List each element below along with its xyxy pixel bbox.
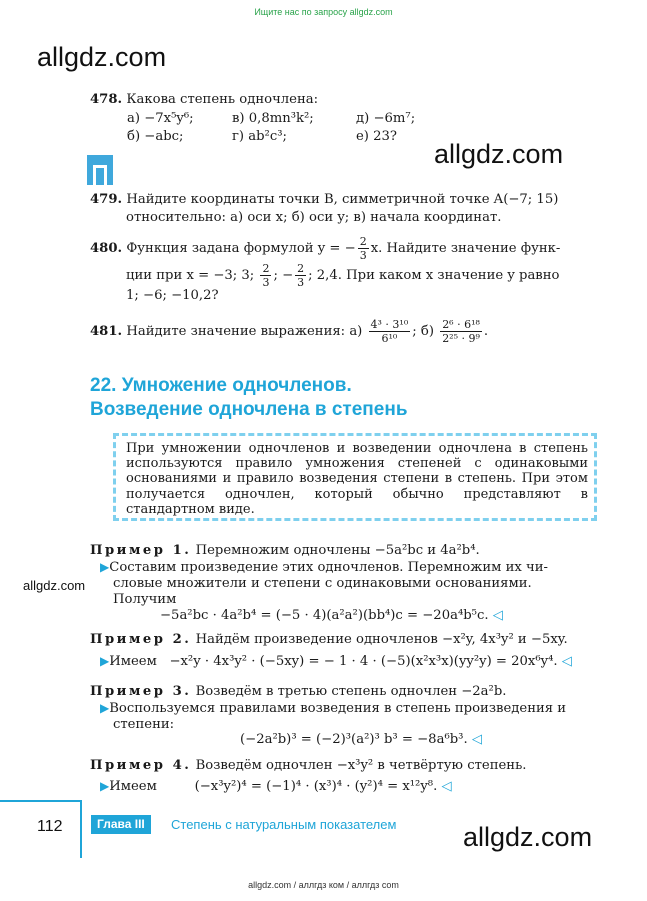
watermark-right-mid: allgdz.com bbox=[434, 139, 564, 169]
example-2-formula: ▶Имеем −x²y · 4x³y² · (−5xy) = − 1 · 4 · (−5)(x²x³x)(yy²y) = 20x⁶y⁴. ◁ bbox=[100, 654, 572, 669]
example-3-line3: степени: bbox=[113, 717, 175, 732]
top-banner: Ищите нас по запросу allgdz.com bbox=[254, 7, 393, 17]
example-label: Пример 1. bbox=[90, 543, 192, 558]
footer-rule-vertical bbox=[80, 800, 82, 858]
example-1-line4: Получим bbox=[113, 592, 177, 607]
exercise-number: 479. bbox=[90, 192, 123, 207]
example-label: Пример 3. bbox=[90, 684, 192, 699]
option-d: д) −6m⁷; bbox=[356, 111, 416, 126]
rule-text: При умножении одночленов и возведении одночлена в степень используются правило умножения степеней с одинаковыми основаниями и правило возведения степени в степень. При этом получается одночлен, который обычно представляют в стандартном виде. bbox=[126, 441, 588, 517]
exercise-text-cont: x. Найдите значение функ- bbox=[370, 241, 561, 256]
exercise-479-line2: относительно: а) оси x; б) оси y; в) начала координат. bbox=[126, 210, 502, 225]
watermark-left-small: allgdz.com bbox=[23, 578, 86, 593]
example-3-line2: ▶Воспользуемся правилами возведения в степень произведения и bbox=[100, 701, 567, 716]
fraction: $\frac{2}{3}$ bbox=[359, 235, 367, 262]
example-1-formula: −5a²bc · 4a²b⁴ = (−5 · 4)(a²a²)(bb⁴)c = −20a⁴b⁵c. ◁ bbox=[160, 608, 503, 623]
exercise-number: 480. bbox=[90, 241, 123, 256]
example-label: Пример 4. bbox=[90, 758, 192, 773]
section-title-line1: 22. Умножение одночленов. bbox=[90, 375, 352, 396]
chapter-badge: Глава III bbox=[91, 815, 151, 834]
example-text: Найдём произведение одночленов −x²y, 4x³y² и −5xy. bbox=[195, 632, 568, 647]
exercise-question: Какова степень одночлена: bbox=[126, 92, 319, 107]
exercise-text: Найдите координаты точки B, симметричной точке A(−7; 15) bbox=[126, 192, 559, 207]
example-text: Перемножим одночлены −5a²bc и 4a²b⁴. bbox=[195, 543, 480, 558]
exercise-text: Найдите значение выражения: а) bbox=[126, 324, 363, 339]
exercise-479 bbox=[90, 190, 558, 209]
chapter-title: Степень с натуральным показателем bbox=[171, 817, 397, 832]
exercise-text: Функция задана формулой y = − bbox=[126, 241, 356, 256]
footer-rule-horizontal bbox=[0, 800, 82, 802]
fraction-a: $\frac{\text{4³ · 3¹⁰}}{\text{6¹⁰}}$ bbox=[370, 318, 409, 345]
section-title-line2: Возведение одночлена в степень bbox=[90, 399, 408, 420]
end-mark-icon: ◁ bbox=[492, 608, 503, 623]
example-text: Возведём в третью степень одночлен −2a²b. bbox=[195, 684, 507, 699]
example-4 bbox=[90, 756, 526, 775]
fraction-b: $\frac{\text{2⁶ · 6¹⁸}}{\text{2²⁵ · 9⁹}}$ bbox=[442, 318, 480, 345]
example-1-line3: словые множители и степени с одинаковыми основаниями. bbox=[113, 576, 532, 591]
watermark-top-left: allgdz.com bbox=[37, 42, 167, 72]
example-label: Пример 2. bbox=[90, 632, 192, 647]
arrow-icon: ▶ bbox=[100, 654, 110, 668]
exercise-481: 481. Найдите значение выражения: а) $\frac{\text{4³ · 3¹⁰}}{\text{6¹⁰}}$ ; б) $\frac{\text{2⁶ · 6¹⁸}}{\text{2²⁵ · 9⁹}}$ . bbox=[90, 318, 489, 345]
example-4-formula: ▶Имеем (−x³y²)⁴ = (−1)⁴ · (x³)⁴ · (y²)⁴ = x¹²y⁸. ◁ bbox=[100, 779, 452, 794]
option-v: в) 0,8mn³k²; bbox=[232, 111, 314, 126]
watermark-bottom-right: allgdz.com bbox=[463, 822, 593, 852]
bottom-banner: allgdz.com / аллгдз ком / аллгдз com bbox=[248, 880, 399, 890]
option-a: а) −7x⁵y⁶; bbox=[127, 111, 194, 126]
end-mark-icon: ◁ bbox=[441, 779, 452, 794]
exercise-480-line2: ции при x = −3; 3; $\frac{2}{3}$ ; − $\frac{2}{3}$ ; 2,4. При каком x значение y равно bbox=[126, 262, 560, 289]
option-e: е) 23? bbox=[356, 129, 397, 144]
page-number: 112 bbox=[37, 818, 63, 835]
example-2 bbox=[90, 630, 568, 649]
example-3-formula: (−2a²b)³ = (−2)³(a²)³ b³ = −8a⁶b³. ◁ bbox=[240, 732, 483, 747]
exercise-number: 481. bbox=[90, 324, 123, 339]
arrow-icon: ▶ bbox=[100, 560, 110, 574]
difficulty-marker-core bbox=[96, 168, 104, 185]
exercise-number: 478. bbox=[90, 92, 123, 107]
arrow-icon: ▶ bbox=[100, 701, 110, 715]
end-mark-icon: ◁ bbox=[471, 732, 483, 747]
fraction: $\frac{2}{3}$ bbox=[297, 262, 305, 289]
option-b: б) −abc; bbox=[127, 129, 184, 144]
arrow-icon: ▶ bbox=[100, 779, 110, 793]
example-text: Возведём одночлен −x³y² в четвёртую степень. bbox=[195, 758, 527, 773]
exercise-478 bbox=[90, 90, 318, 109]
option-g: г) ab²c³; bbox=[232, 129, 287, 144]
exercise-480 bbox=[90, 235, 560, 262]
end-mark-icon: ◁ bbox=[561, 654, 572, 669]
exercise-480-line3: 1; −6; −10,2? bbox=[126, 288, 219, 303]
example-1-line2: ▶Составим произведение этих одночленов. Перемножим их чи- bbox=[100, 560, 548, 575]
fraction: $\frac{2}{3}$ bbox=[262, 262, 270, 289]
